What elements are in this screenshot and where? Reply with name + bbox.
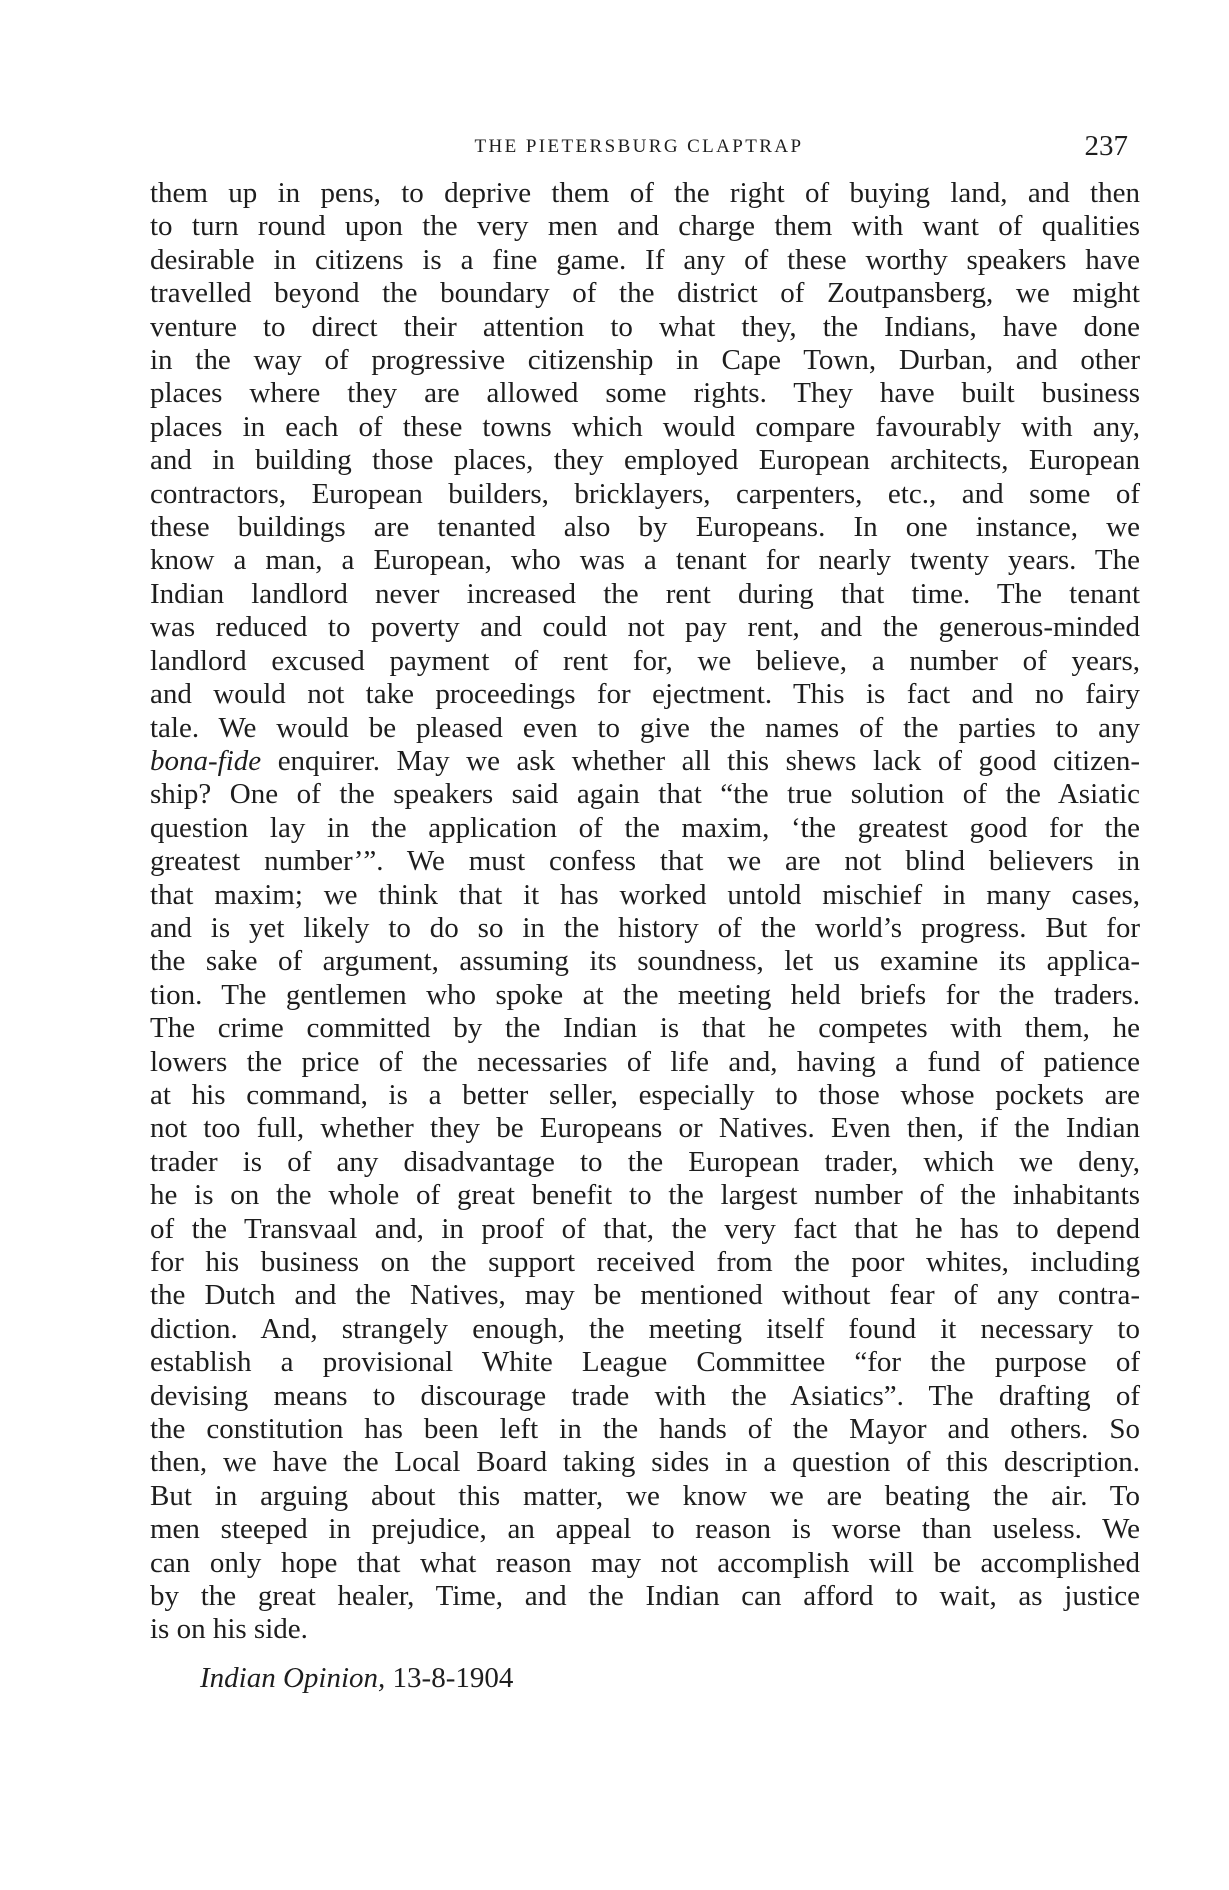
running-title: THE PIETERSBURG CLAPTRAP	[474, 136, 804, 157]
watermark	[1125, 560, 1229, 1340]
text-line: was reduced to poverty and could not pay rent, and the generous-minded	[150, 611, 1140, 644]
text-line: greatest number’”. We must confess that we are not blind believers in	[150, 845, 1140, 878]
text-line: these buildings are tenanted also by Europeans. In one instance, we	[150, 511, 1140, 544]
italic-term: bona-fide	[150, 744, 262, 777]
text-line: know a man, a European, who was a tenant for nearly twenty years. The	[150, 544, 1140, 577]
text-line: men steeped in prejudice, an appeal to reason is worse than useless. We	[150, 1513, 1140, 1546]
text-line: is on his side.	[150, 1613, 308, 1646]
text-line: tale. We would be pleased even to give the names of the parties to any	[150, 711, 1140, 744]
text-line: trader is of any disadvantage to the European trader, which we deny,	[150, 1145, 1140, 1178]
text-line: by the great healer, Time, and the Indian can afford to wait, as justice	[150, 1580, 1140, 1613]
text-line: then, we have the Local Board taking sides in a question of this description.	[150, 1446, 1140, 1479]
text-line: at his command, is a better seller, especially to those whose pockets are	[150, 1078, 1140, 1111]
text-line: The crime committed by the Indian is that he competes with them, he	[150, 1012, 1140, 1045]
text-line: lowers the price of the necessaries of life and, having a fund of patience	[150, 1045, 1140, 1078]
text-line: the constitution has been left in the hands of the Mayor and others. So	[150, 1413, 1140, 1446]
page-number: 237	[1084, 130, 1128, 162]
text-line: landlord excused payment of rent for, we believe, a number of years,	[150, 644, 1140, 677]
text-line: and in building those places, they employed European architects, European	[150, 444, 1140, 477]
text-line: venture to direct their attention to what they, the Indians, have done	[150, 310, 1140, 343]
text-line: devising means to discourage trade with the Asiatics”. The drafting of	[150, 1379, 1140, 1412]
text-line: ship? One of the speakers said again that “the true solution of the Asiatic	[150, 778, 1140, 811]
text-line: the Dutch and the Natives, may be mentioned without fear of any contra-	[150, 1279, 1140, 1312]
text-line: diction. And, strangely enough, the meeting itself found it necessary to	[150, 1312, 1140, 1345]
text-line: can only hope that what reason may not accomplish will be accomplished	[150, 1546, 1140, 1579]
text-line: bona-fide enquirer. May we ask whether all this shews lack of good citizen-	[150, 744, 1140, 777]
text-line: desirable in citizens is a fine game. If any of these worthy speakers have	[150, 243, 1140, 276]
source-citation	[200, 1662, 513, 1695]
text-line: in the way of progressive citizenship in Cape Town, Durban, and other	[150, 344, 1140, 377]
text-line: question lay in the application of the maxim, ‘the greatest good for the	[150, 811, 1140, 844]
text-line: and would not take proceedings for ejectment. This is fact and no fairy	[150, 678, 1140, 711]
text-line: of the Transvaal and, in proof of that, the very fact that he has to depend	[150, 1212, 1140, 1245]
page-header	[150, 130, 1128, 166]
text-line: contractors, European builders, bricklayers, carpenters, etc., and some of	[150, 477, 1140, 510]
text-line: tion. The gentlemen who spoke at the meeting held briefs for the traders.	[150, 978, 1140, 1011]
text-line: places where they are allowed some rights. They have built business	[150, 377, 1140, 410]
text-line: establish a provisional White League Committee “for the purpose of	[150, 1346, 1140, 1379]
text-line: he is on the whole of great benefit to the largest number of the inhabitants	[150, 1179, 1140, 1212]
source-publication: Indian Opinion,	[200, 1662, 386, 1694]
text-line: to turn round upon the very men and charge them with want of qualities	[150, 210, 1140, 243]
text-line: not too full, whether they be Europeans or Natives. Even then, if the Indian	[150, 1112, 1140, 1145]
text-line: But in arguing about this matter, we know we are beating the air. To	[150, 1479, 1140, 1512]
text-line: the sake of argument, assuming its soundness, let us examine its applica-	[150, 945, 1140, 978]
source-date: 13-8-1904	[392, 1662, 514, 1694]
text-line: places in each of these towns which would compare favourably with any,	[150, 410, 1140, 443]
text-line: and is yet likely to do so in the history of the world’s progress. But for	[150, 911, 1140, 944]
text-line: that maxim; we think that it has worked untold mischief in many cases,	[150, 878, 1140, 911]
text-line: Indian landlord never increased the rent during that time. The tenant	[150, 577, 1140, 610]
body-paragraph	[150, 177, 1140, 1647]
text-line: them up in pens, to deprive them of the right of buying land, and then	[150, 177, 1140, 209]
text-line: for his business on the support received from the poor whites, including	[150, 1246, 1140, 1278]
text-line: travelled beyond the boundary of the district of Zoutpansberg, we might	[150, 277, 1140, 310]
